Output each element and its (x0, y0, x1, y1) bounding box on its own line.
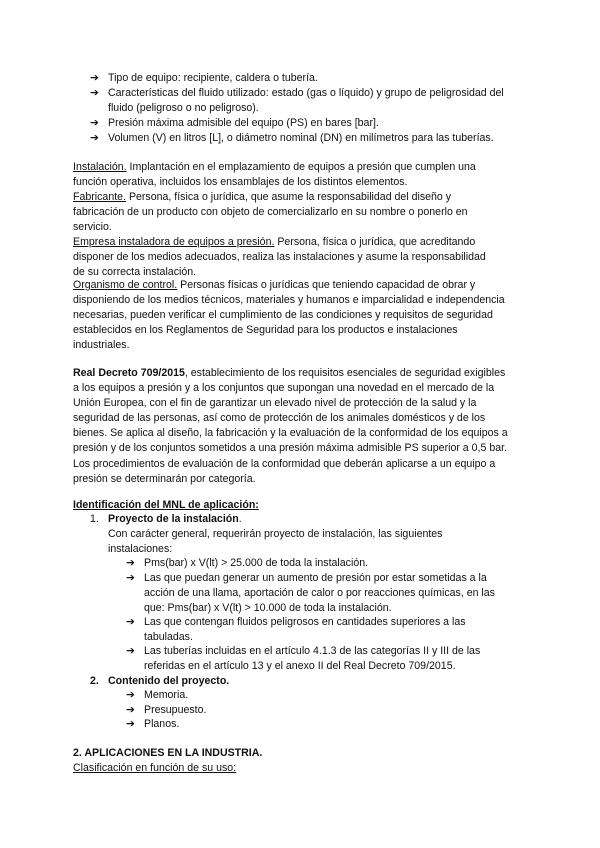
definition-organismo (73, 278, 529, 353)
definition-text: disponer de los medios adecuados, realiza las instalaciones y asume la responsabilidad (73, 251, 486, 264)
arrow-icon: ➔ (126, 616, 135, 628)
definition-text: de su correcta instalación. (73, 266, 197, 279)
definition-text: servicio. (73, 221, 112, 234)
definition-text: función operativa, incluidos los ensamblajes de los distintos elementos. (73, 176, 408, 189)
sub-bullet-text: Las que contengan fluidos peligrosos en cantidades superiores a las (144, 616, 466, 628)
arrow-icon: ➔ (90, 87, 99, 99)
sub-bullet-text: Memoria. (144, 689, 189, 701)
arrow-icon: ➔ (126, 689, 135, 701)
paragraph-text: bienes. Se aplica al diseño, la fabricación y la evaluación de la conformidad de los equipos a (73, 427, 508, 440)
sub-bullet-text: tabuladas. (144, 631, 193, 644)
definition-text: establecidos en los Reglamentos de Seguridad para los productos e instalaciones (73, 324, 458, 337)
term: Fabricante. (73, 191, 126, 203)
arrow-icon: ➔ (126, 557, 135, 569)
definition-text: Persona, física o jurídica, que asume la responsabilidad del diseño y (126, 191, 452, 203)
bullet-text: fluido (peligroso o no peligroso). (108, 102, 259, 115)
term: Instalación. (73, 161, 127, 173)
item1-title: Proyecto de la instalación (108, 513, 239, 525)
sub-bullet-text: que: Pms(bar) x V(lt) > 10.000 de toda la instalación. (144, 602, 392, 615)
term: Empresa instaladora de equipos a presión. (73, 236, 275, 248)
term: Organismo de control. (73, 279, 178, 291)
definition-instalacion (73, 160, 529, 190)
bullet-text: Volumen (V) en litros [L], o diámetro nominal (DN) en milímetros para las tuberías. (108, 132, 494, 144)
arrow-icon: ➔ (126, 572, 135, 584)
definition-text: industriales. (73, 339, 130, 352)
sub-bullet-text: acción de una llama, aportación de calor o por reacciones químicas, en las (144, 587, 495, 600)
bullet-text: Tipo de equipo: recipiente, caldera o tubería. (108, 72, 318, 84)
item1-dot: . (238, 513, 242, 525)
item1 (108, 512, 528, 557)
paragraph-text: a los equipos a presión y a los conjuntos que supongan una novedad en el mercado de la (73, 382, 495, 395)
arrow-icon: ➔ (90, 117, 99, 129)
item2-number: 2. (90, 675, 99, 687)
definition-text: disponiendo de los medios técnicos, materiales y humanos e imparcialidad e independencia (73, 294, 505, 307)
sub-bullet-text: Planos. (144, 718, 180, 730)
sub-bullet-text: Las tuberías incluidas en el artículo 4.1.3 de las categorías II y III de las (144, 645, 481, 657)
definition-text: Persona, física o jurídica, que acreditando (274, 236, 476, 248)
arrow-icon: ➔ (126, 645, 135, 657)
paragraph-text: presión se determinarán por categoría. (73, 472, 256, 485)
paragraph-text: , establecimiento de los requisitos esenciales de seguridad exigibles (184, 367, 506, 379)
definition-text: necesarias, pueden verificar el cumplimiento de las condiciones y requisitos de seguridad (73, 309, 493, 322)
section2-heading: 2. APLICACIONES EN LA INDUSTRIA. (73, 747, 263, 759)
arrow-icon: ➔ (126, 704, 135, 716)
definition-text: Personas físicas o jurídicas que teniendo capacidad de obrar y (177, 279, 476, 291)
sub-bullet-text: Las que puedan generar un aumento de presión por estar sometidas a la (144, 572, 487, 584)
bullet-text: Presión máxima admisible del equipo (PS) en bares [bar]. (108, 117, 379, 129)
paragraph-text: seguridad de las personas, así como de protección de los animales domésticos y de los (73, 412, 486, 425)
definition-text: Implantación en el emplazamiento de equipos a presión que cumplen una (126, 161, 476, 173)
section2-subheading: Clasificación en función de su uso: (73, 762, 237, 774)
sub-bullet-text: referidas en el artículo 13 y el anexo II del Real Decreto 709/2015. (144, 660, 456, 673)
bullet-text: Características del fluido utilizado: estado (gas o líquido) y grupo de peligrosidad del (108, 87, 504, 99)
definition-text: fabricación de un producto con objeto de comercializarlo en su nombre o ponerlo en (73, 206, 468, 219)
sub-bullet-text: Pms(bar) x V(lt) > 25.000 de toda la instalación. (144, 557, 369, 569)
item1-text: Con carácter general, requerirán proyecto de instalación, las siguientes (108, 528, 443, 541)
arrow-icon: ➔ (90, 132, 99, 144)
item2-title: Contenido del proyecto. (108, 675, 230, 687)
definition-empresa (73, 235, 529, 280)
sub-bullet-text: Presupuesto. (144, 704, 207, 716)
paragraph-text: Unión Europea, con el fin de garantizar un elevado nivel de protección de la salud y la (73, 397, 477, 410)
item1-number: 1. (90, 513, 99, 525)
paragraph-text: presión y de los conjuntos sometidos a una presión máxima admisible PS superior a 0,5 bar. (73, 442, 507, 455)
arrow-icon: ➔ (126, 718, 135, 730)
arrow-icon: ➔ (90, 72, 99, 84)
definition-fabricante (73, 190, 529, 235)
item1-text: instalaciones: (108, 543, 173, 556)
real-decreto-paragraph (73, 366, 529, 487)
identificacion-heading: Identificación del MNL de aplicación: (73, 499, 259, 511)
real-decreto-title: Real Decreto 709/2015 (73, 367, 185, 379)
paragraph-text: Los procedimientos de evaluación de la conformidad que deberán aplicarse a un equipo a (73, 457, 496, 470)
